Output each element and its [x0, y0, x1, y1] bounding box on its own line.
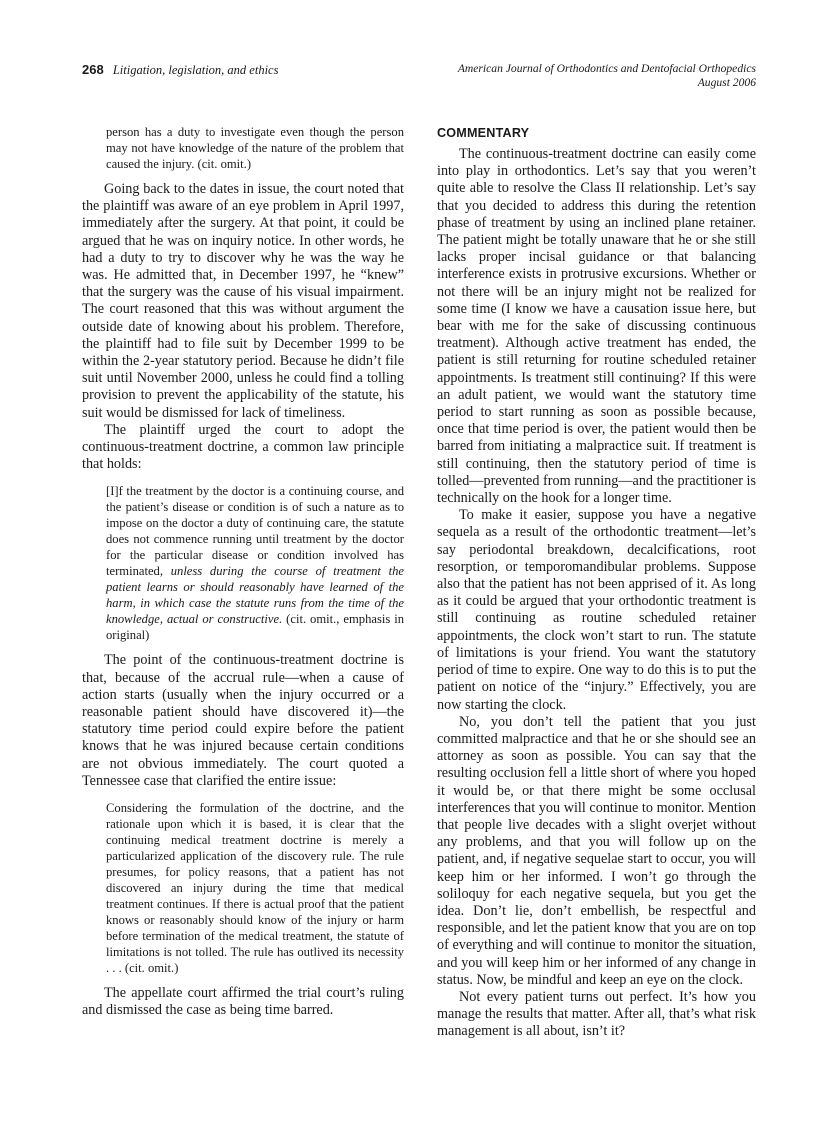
body-paragraph: To make it easier, suppose you have a negative sequela as a result of the orthodontic treatment—let’s say periodontal breakdown, decalcifications, root resorption, or temporomandibular problems. Suppose also that the patient has not been apprised of it. As long as it could be argued that your orthodontic treatment is still continuing as routine scheduled retainer appointments, the clock won’t start to run. The statute of limitations is your friend. You want the statutory period of time to expire. One way to do this is to put the patient on notice of the “injury.” Effectively, you are now starting the clock. — [437, 507, 756, 713]
left-column — [82, 124, 404, 1019]
quote-citation: (cit. omit., emphasis in original) — [106, 612, 405, 643]
section-title: Litigation, legislation, and ethics — [112, 63, 279, 77]
body-paragraph: The continuous-treatment doctrine can easily come into play in orthodontics. Let’s say that you weren’t quite able to resolve the Class II relationship. Let’s say that you decided to address this during the retention phase of treatment by using an inclined plane retainer. The patient might be totally unaware that he or she still lacks proper incisal guidance or that balancing interference exists in protrusive excursions. Whether or not there will be an injury might not be realized for some time (I know we have a causation issue here, but bear with me for the sake of discussing continuous treatment). Although active treatment has ended, the patient is still returning for routine scheduled retainer appointments. Is treatment still continuing? If this were an adult patient, we would want the statutory time period to start running as soon as possible because, once that time period is over, the patient would then be barred from initiating a malpractice suit. If treatment is still continuing, then the statutory period of time is tolled—prevented from running—and the practitioner is technically on the hook for a longer time. — [437, 146, 756, 507]
page-number: 268 — [82, 62, 104, 77]
page-header — [82, 62, 756, 96]
body-paragraph: The point of the continuous-treatment doctrine is that, because of the accrual rule—when a cause of action starts (usually when the injury occurred or a reasonable patient should have discovered it)—the statutory time period could expire before the patient knows that he was injured because certain conditions are not obvious immediately. The court quoted a Tennessee case that clarified the entire issue: — [82, 652, 404, 789]
body-paragraph: No, you don’t tell the patient that you just committed malpractice and that he or she should see an attorney as soon as possible. You can say that the resulting occlusion fell a little short of where you hoped it would be, or that there might be some occlusal interferences that you will continue to monitor. Mention that people live decades with a slight overjet without any problems, and that you will follow up on the patient, and, if negative sequelae start to occur, you will keep him or her informed. I won’t go through the soliloquy for each negative sequela, but you get the idea. Don’t lie, don’t embellish, be respectful and responsible, and let the patient know that you are on top of everything and will continue to monitor the situation, and you will keep him or her informed of any change in status. Now, be mindful and keep an eye on the clock. — [437, 713, 756, 988]
issue-date: August 2006 — [697, 76, 756, 89]
body-paragraph: The appellate court affirmed the trial court’s ruling and dismissed the case as being time barred. — [82, 985, 404, 1019]
running-head-right — [458, 62, 756, 90]
right-column — [437, 124, 756, 1041]
body-paragraph: Going back to the dates in issue, the court noted that the plaintiff was aware of an eye problem in April 1997, immediately after the surgery. At that point, it could be argued that he was on inquiry notice. In other words, he had a duty to try to discover why he was the way he was. He admitted that, in December 1997, he “knew” that the surgery was the cause of his visual impairment. The court reasoned that this was without argument the outside date of knowing about his problem. Therefore, the plaintiff had to file suit by December 1999 to be within the 2-year statutory period. Because he didn’t file suit until November 2000, unless he could find a tolling provision to prevent the applicability of the statute, his suit would be dismissed for lack of timeliness. — [82, 181, 404, 421]
quote-emphasis: unless during the course of treatment the patient learns or should reasonably have learned of the harm, in which case the statute runs from the time of the knowledge, actual or constructive. — [106, 564, 404, 627]
journal-title: American Journal of Orthodontics and Dentofacial Orthopedics — [457, 62, 756, 75]
block-quote-doctrine — [106, 483, 404, 643]
body-paragraph: The plaintiff urged the court to adopt the continuous-treatment doctrine, a common law principle that holds: — [82, 421, 404, 473]
body-paragraph: Not every patient turns out perfect. It’s how you manage the results that matter. After all, that’s what risk management is all about, isn’t it? — [437, 988, 756, 1040]
block-quote-tennessee: Considering the formulation of the doctrine, and the rationale upon which it is based, it is clear that the continuing medical treatment doctrine is merely a particularized application of the discovery rule. The rule presumes, for policy reasons, that a patient has not discovered an injury during the time that medical treatment continues. If there is actual proof that the patient knows or reasonably should know of the injury or harm before termination of the medical treatment, the statute of limitations is not tolled. The rule has outlived its necessity . . . (cit. omit.) — [106, 801, 404, 976]
quote-text: [I]f the treatment by the doctor is a continuing course, and the patient’s disease or condition is of such a nature as to impose on the doctor a duty of continuing care, the statute does not commence running until treatment by the doctor for the particular disease or condition involved has terminated, — [106, 484, 404, 579]
running-head-left — [82, 62, 278, 78]
block-quote-continued: person has a duty to investigate even though the person may not have knowledge of the nature of the problem that caused the injury. (cit. omit.) — [106, 125, 404, 171]
section-heading-commentary: COMMENTARY — [437, 126, 530, 140]
